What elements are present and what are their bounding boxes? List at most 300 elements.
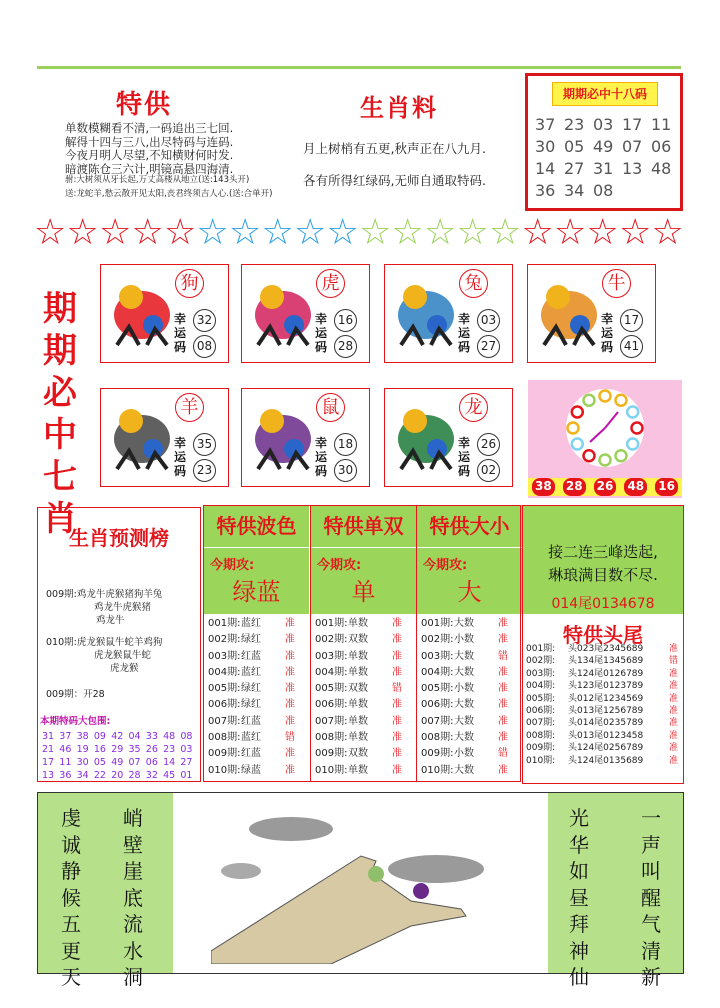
grid-number: 33 bbox=[145, 731, 158, 742]
period: 008期: bbox=[315, 732, 348, 744]
history-row bbox=[315, 632, 413, 648]
poem-char: 如 bbox=[569, 859, 589, 883]
grid-number: 27 bbox=[180, 757, 193, 768]
clock-numbers bbox=[528, 478, 682, 496]
poem-char: 拜 bbox=[569, 912, 589, 936]
result: 错 bbox=[392, 683, 402, 695]
value: 绿蓝 bbox=[241, 764, 261, 776]
period: 007期: bbox=[421, 715, 454, 727]
poem-char: 神 bbox=[569, 938, 589, 963]
value: 头013尾0123458 bbox=[568, 730, 644, 741]
grid-number: 26 bbox=[145, 744, 158, 755]
star-icon: ☆ bbox=[326, 212, 359, 253]
history-row bbox=[315, 730, 413, 746]
poem-line: 解得十四与三八,出尽特码与连码. bbox=[65, 134, 234, 149]
grid-number: 06 bbox=[145, 757, 158, 768]
result: 准 bbox=[285, 699, 295, 711]
history-row bbox=[421, 632, 519, 648]
title-char: 中 bbox=[43, 415, 77, 455]
history-row bbox=[526, 755, 682, 767]
poem-char: 天 bbox=[61, 965, 81, 989]
star-icon: ☆ bbox=[99, 212, 132, 253]
eighteen-number: 23 bbox=[564, 115, 585, 134]
poem-char: 底 bbox=[123, 885, 143, 910]
result: 准 bbox=[392, 699, 402, 711]
grid-number: 09 bbox=[93, 731, 106, 742]
grid-number: 07 bbox=[128, 757, 141, 768]
lucky-number: 16 bbox=[334, 309, 357, 332]
history-row bbox=[208, 746, 306, 762]
grid-number: 22 bbox=[93, 770, 106, 781]
value: 头013尾1256789 bbox=[568, 706, 644, 717]
value: 大数 bbox=[454, 699, 474, 711]
period: 007期: bbox=[315, 715, 348, 727]
value: 大数 bbox=[454, 715, 474, 727]
history-row bbox=[421, 616, 519, 632]
clock-dot bbox=[616, 395, 627, 406]
clock-dot bbox=[584, 450, 595, 461]
bottom-panel bbox=[37, 792, 684, 989]
wave-title: 特供波色 bbox=[204, 505, 309, 547]
grid-number: 29 bbox=[111, 744, 124, 755]
period: 001期: bbox=[421, 618, 454, 629]
eighteen-numbers bbox=[535, 114, 680, 202]
result: 准 bbox=[498, 666, 508, 678]
prediction-line: 鸡龙牛虎猴猪 bbox=[94, 602, 152, 613]
history-row bbox=[526, 717, 682, 729]
poem-char: 崖 bbox=[123, 859, 143, 883]
history-row bbox=[208, 730, 306, 746]
attack-label: 今期攻: bbox=[210, 558, 255, 573]
result: 准 bbox=[668, 644, 678, 654]
poem-char: 水 bbox=[123, 938, 143, 963]
zodiac-material-line: 各有所得红绿码,无师自通取特码. bbox=[303, 173, 486, 188]
eighteen-number: 06 bbox=[651, 137, 672, 156]
poem-line: 暗渡陈仓三六计,明镜高悬四海清. bbox=[65, 161, 234, 176]
poem-char: 新 bbox=[641, 965, 661, 989]
eighteen-number: 13 bbox=[622, 159, 643, 178]
zodiac-papercut-image bbox=[109, 275, 175, 351]
period: 004期: bbox=[421, 666, 454, 678]
history-row bbox=[421, 681, 519, 697]
poem-char: 昼 bbox=[569, 885, 589, 910]
poem-char: 诚 bbox=[61, 832, 81, 857]
value: 双数 bbox=[348, 748, 368, 760]
value: 大数 bbox=[454, 764, 474, 776]
grid-number: 17 bbox=[42, 757, 55, 768]
zodiac-card bbox=[384, 264, 513, 363]
history-row bbox=[526, 668, 682, 680]
history-row bbox=[526, 730, 682, 742]
result: 准 bbox=[285, 715, 295, 727]
result: 准 bbox=[498, 732, 508, 744]
period: 005期: bbox=[526, 693, 556, 704]
prediction-title: 生肖预测榜 bbox=[69, 526, 169, 550]
attack-label: 今期攻: bbox=[317, 558, 362, 573]
value: 大数 bbox=[454, 650, 474, 662]
lucky-number: 02 bbox=[477, 459, 500, 482]
zodiac-card bbox=[100, 264, 229, 363]
history-row bbox=[315, 681, 413, 697]
grid-number: 45 bbox=[163, 770, 176, 781]
star-icon: ☆ bbox=[294, 212, 327, 253]
result: 准 bbox=[392, 634, 402, 646]
result: 准 bbox=[392, 732, 402, 744]
value: 头023尾2345689 bbox=[568, 644, 644, 654]
result: 准 bbox=[498, 715, 508, 727]
poem-char: 声 bbox=[641, 832, 661, 857]
value: 双数 bbox=[348, 634, 368, 646]
clock-icon bbox=[528, 380, 682, 478]
result: 准 bbox=[392, 715, 402, 727]
value: 绿红 bbox=[241, 683, 261, 695]
head-tail-line: 琳琅满目数不尽. bbox=[548, 566, 658, 584]
poem-line: 单数模糊看不清,一码追出三七回. bbox=[65, 121, 234, 135]
period: 009期: bbox=[315, 748, 348, 760]
star-icon: ☆ bbox=[229, 212, 262, 253]
clock-dot bbox=[572, 439, 583, 450]
history-row bbox=[208, 632, 306, 648]
grid-number: 03 bbox=[180, 744, 193, 755]
clock-number: 48 bbox=[624, 478, 647, 496]
right-poem bbox=[548, 793, 683, 989]
head-tail-header bbox=[523, 506, 683, 614]
value: 头123尾0123789 bbox=[568, 681, 644, 692]
period: 007期: bbox=[526, 718, 556, 729]
lucky-number: 26 bbox=[477, 433, 500, 456]
attack-value: 单 bbox=[351, 578, 376, 606]
grid-number: 08 bbox=[180, 731, 193, 742]
star-icon: ☆ bbox=[359, 212, 392, 253]
grid-number: 42 bbox=[111, 731, 124, 742]
lucky-number: 32 bbox=[193, 309, 216, 332]
tail-numbers: 014尾0134678 bbox=[551, 596, 655, 612]
clock-dot bbox=[568, 423, 579, 434]
poem-char: 仙 bbox=[569, 965, 589, 989]
oddeven-history bbox=[315, 616, 413, 779]
star-row bbox=[34, 213, 684, 253]
value: 单数 bbox=[348, 732, 368, 744]
period: 004期: bbox=[208, 666, 241, 678]
lucky-number: 03 bbox=[477, 309, 500, 332]
zodiac-papercut-image bbox=[393, 275, 459, 351]
result: 准 bbox=[668, 668, 678, 679]
special-note: 驸:大树须从牙长起,万丈高楼从地立(送:143头开) bbox=[65, 175, 250, 185]
star-icon: ☆ bbox=[164, 212, 197, 253]
head-tail-title: 特供头尾 bbox=[563, 623, 643, 647]
value: 小数 bbox=[454, 634, 474, 646]
value: 单数 bbox=[348, 699, 368, 711]
grid-number: 38 bbox=[76, 731, 89, 742]
star-icon: ☆ bbox=[521, 212, 554, 253]
wave-history bbox=[208, 616, 306, 779]
star-icon: ☆ bbox=[66, 212, 99, 253]
period: 002期: bbox=[421, 634, 454, 646]
grid-number: 11 bbox=[59, 757, 72, 768]
result: 准 bbox=[498, 683, 508, 695]
eighteen-number: 03 bbox=[593, 115, 614, 134]
period: 006期: bbox=[208, 699, 241, 711]
result: 准 bbox=[498, 618, 508, 629]
grid-number: 28 bbox=[128, 770, 141, 781]
bigsmall-column bbox=[417, 505, 522, 782]
eighteen-numbers-box bbox=[525, 73, 683, 211]
value: 头124尾0135689 bbox=[568, 755, 644, 766]
value: 大数 bbox=[454, 666, 474, 678]
period: 005期: bbox=[208, 683, 241, 695]
value: 红蓝 bbox=[241, 715, 261, 727]
title-char: 期 bbox=[43, 289, 77, 329]
poem-char: 峭 bbox=[123, 806, 143, 830]
grid-number: 19 bbox=[76, 744, 89, 755]
clock-number: 28 bbox=[563, 478, 586, 496]
history-row bbox=[315, 746, 413, 762]
result: 准 bbox=[668, 681, 678, 692]
history-row bbox=[526, 680, 682, 692]
oddeven-attack bbox=[311, 548, 416, 614]
poem-char: 洞 bbox=[123, 965, 143, 989]
history-row bbox=[421, 714, 519, 730]
period: 002期: bbox=[526, 656, 556, 667]
result: 错 bbox=[498, 748, 508, 760]
grid-number: 32 bbox=[145, 770, 158, 781]
value: 大数 bbox=[454, 618, 474, 629]
period: 006期: bbox=[526, 706, 556, 717]
history-row bbox=[208, 681, 306, 697]
lucky-label: 幸运码 bbox=[315, 436, 328, 478]
history-row bbox=[315, 697, 413, 713]
history-row bbox=[208, 649, 306, 665]
eighteen-title: 期期必中十八码 bbox=[552, 82, 658, 106]
result: 准 bbox=[285, 650, 295, 662]
eighteen-number: 30 bbox=[535, 137, 556, 156]
left-poem bbox=[38, 793, 173, 989]
clock-dot bbox=[632, 423, 643, 434]
value: 红蓝 bbox=[241, 748, 261, 760]
prediction-result: 009期：开28 bbox=[46, 689, 105, 700]
grid-number: 36 bbox=[59, 770, 72, 781]
star-icon: ☆ bbox=[651, 212, 684, 253]
zodiac-papercut-image bbox=[536, 275, 602, 351]
value: 单数 bbox=[348, 715, 368, 727]
result: 准 bbox=[285, 683, 295, 695]
zodiac-badge: 鼠 bbox=[316, 393, 345, 422]
value: 头124尾0256789 bbox=[568, 743, 644, 754]
lucky-label: 幸运码 bbox=[174, 312, 187, 354]
lucky-number: 28 bbox=[334, 335, 357, 358]
zodiac-card bbox=[100, 388, 229, 487]
lucky-number: 18 bbox=[334, 433, 357, 456]
history-row bbox=[421, 665, 519, 681]
history-row bbox=[526, 742, 682, 754]
lucky-label: 幸运码 bbox=[601, 312, 614, 354]
grid-number: 23 bbox=[163, 744, 176, 755]
clock-dot bbox=[572, 407, 583, 418]
value: 大数 bbox=[454, 732, 474, 744]
poem-char: 叫 bbox=[641, 859, 661, 883]
oddeven-column bbox=[311, 505, 416, 782]
period: 010期: bbox=[526, 755, 556, 766]
value: 蓝红 bbox=[241, 618, 261, 629]
eighteen-number: 11 bbox=[651, 115, 672, 134]
star-icon: ☆ bbox=[489, 212, 522, 253]
eighteen-number: 14 bbox=[535, 159, 556, 178]
result: 准 bbox=[392, 650, 402, 662]
value: 绿红 bbox=[241, 634, 261, 646]
zodiac-card bbox=[384, 388, 513, 487]
history-row bbox=[526, 643, 682, 655]
grid-number: 35 bbox=[128, 744, 141, 755]
clock-number: 38 bbox=[532, 478, 555, 496]
value: 绿红 bbox=[241, 699, 261, 711]
value: 头014尾0235789 bbox=[568, 718, 644, 729]
history-row bbox=[421, 730, 519, 746]
value: 小数 bbox=[454, 748, 474, 760]
clock-dot bbox=[627, 439, 638, 450]
eighteen-number: 27 bbox=[564, 159, 585, 178]
grid-number: 48 bbox=[163, 731, 176, 742]
result: 准 bbox=[285, 764, 295, 776]
eighteen-number: 37 bbox=[535, 115, 556, 134]
poem-char: 更 bbox=[61, 938, 81, 963]
poem-char: 气 bbox=[641, 912, 661, 936]
poem-column bbox=[568, 805, 590, 991]
zodiac-papercut-image bbox=[109, 399, 175, 475]
zodiac-badge: 羊 bbox=[175, 393, 204, 422]
grid-number: 20 bbox=[111, 770, 124, 781]
value: 红蓝 bbox=[241, 650, 261, 662]
period: 003期: bbox=[526, 668, 556, 679]
column-divider bbox=[310, 505, 311, 782]
period: 006期: bbox=[421, 699, 454, 711]
landscape-picture bbox=[211, 801, 511, 964]
history-row bbox=[208, 665, 306, 681]
result: 准 bbox=[498, 634, 508, 646]
period: 003期: bbox=[208, 650, 241, 662]
result: 错 bbox=[285, 732, 295, 744]
zodiac-badge: 兔 bbox=[459, 269, 488, 298]
column-divider bbox=[416, 505, 417, 782]
period: 005期: bbox=[315, 683, 348, 695]
period: 001期: bbox=[526, 644, 556, 654]
top-divider bbox=[37, 66, 681, 69]
head-tail-line: 接二连三峰迭起, bbox=[548, 543, 658, 561]
value: 单数 bbox=[348, 618, 368, 629]
grid-title: 本期特码大包围: bbox=[40, 716, 111, 727]
history-row bbox=[526, 705, 682, 717]
zodiac-material-title: 生肖料 bbox=[360, 94, 438, 122]
grid-number: 13 bbox=[42, 770, 55, 781]
period: 008期: bbox=[526, 730, 556, 741]
poem-char: 静 bbox=[61, 859, 81, 883]
eighteen-number: 49 bbox=[593, 137, 614, 156]
result: 准 bbox=[392, 618, 402, 629]
lucky-label: 幸运码 bbox=[174, 436, 187, 478]
period: 003期: bbox=[315, 650, 348, 662]
result: 准 bbox=[668, 743, 678, 754]
grid-number: 30 bbox=[76, 757, 89, 768]
star-icon: ☆ bbox=[554, 212, 587, 253]
history-row bbox=[526, 693, 682, 705]
eighteen-number: 48 bbox=[651, 159, 672, 178]
zodiac-card bbox=[241, 388, 370, 487]
attack-label: 今期攻: bbox=[423, 558, 468, 573]
zodiac-card bbox=[241, 264, 370, 363]
result: 准 bbox=[498, 699, 508, 711]
history-row bbox=[315, 714, 413, 730]
zodiac-badge: 虎 bbox=[316, 269, 345, 298]
grid-number: 05 bbox=[93, 757, 106, 768]
history-row bbox=[208, 616, 306, 632]
period: 001期: bbox=[208, 618, 241, 629]
attack-value: 绿蓝 bbox=[232, 578, 281, 606]
value: 蓝红 bbox=[241, 666, 261, 678]
zodiac-card bbox=[527, 264, 656, 363]
poem-char: 虔 bbox=[61, 806, 81, 830]
lucky-number: 08 bbox=[193, 335, 216, 358]
poem-char: 一 bbox=[641, 806, 661, 830]
result: 准 bbox=[668, 755, 678, 766]
lucky-number: 41 bbox=[620, 335, 643, 358]
value: 小数 bbox=[454, 683, 474, 695]
eighteen-number: 05 bbox=[564, 137, 585, 156]
value: 双数 bbox=[348, 683, 368, 695]
result: 错 bbox=[498, 650, 508, 662]
history-row bbox=[315, 616, 413, 632]
title-char: 必 bbox=[43, 373, 77, 413]
prediction-line: 虎龙猴鼠牛蛇 bbox=[94, 650, 152, 661]
history-row bbox=[421, 649, 519, 665]
eighteen-number: 08 bbox=[593, 181, 614, 200]
period: 002期: bbox=[208, 634, 241, 646]
period: 009期: bbox=[421, 748, 454, 760]
wave-attack bbox=[204, 548, 309, 614]
zodiac-badge: 牛 bbox=[602, 269, 631, 298]
title-char: 期 bbox=[43, 331, 77, 371]
result: 准 bbox=[668, 693, 678, 704]
clock-dot bbox=[600, 455, 611, 466]
result: 准 bbox=[285, 634, 295, 646]
grid-number: 16 bbox=[93, 744, 106, 755]
grid-number: 46 bbox=[59, 744, 72, 755]
clock-number: 16 bbox=[655, 478, 678, 496]
prediction-line: 009期:鸡龙牛虎猴猪狗羊兔 bbox=[46, 589, 163, 600]
period: 008期: bbox=[421, 732, 454, 744]
history-row bbox=[208, 697, 306, 713]
clock-dot bbox=[584, 395, 595, 406]
result: 错 bbox=[668, 656, 678, 667]
history-row bbox=[315, 665, 413, 681]
star-icon: ☆ bbox=[196, 212, 229, 253]
history-row bbox=[208, 714, 306, 730]
value: 单数 bbox=[348, 764, 368, 776]
special-note: 送:龙蛇羊,愁云散开见太阳,丧君终须吉人心.(送:合单开) bbox=[65, 189, 273, 199]
period: 010期: bbox=[315, 764, 348, 776]
period: 005期: bbox=[421, 683, 454, 695]
special-title: 特供 bbox=[116, 90, 173, 120]
star-icon: ☆ bbox=[261, 212, 294, 253]
history-row bbox=[315, 763, 413, 779]
eighteen-number: 36 bbox=[535, 181, 556, 200]
lucky-number: 30 bbox=[334, 459, 357, 482]
grid-number: 14 bbox=[163, 757, 176, 768]
oddeven-title: 特供单双 bbox=[311, 505, 416, 547]
number-grid bbox=[42, 730, 198, 782]
eighteen-number: 07 bbox=[622, 137, 643, 156]
result: 准 bbox=[285, 748, 295, 760]
clock-number: 26 bbox=[594, 478, 617, 496]
head-tail-panel bbox=[522, 505, 684, 784]
